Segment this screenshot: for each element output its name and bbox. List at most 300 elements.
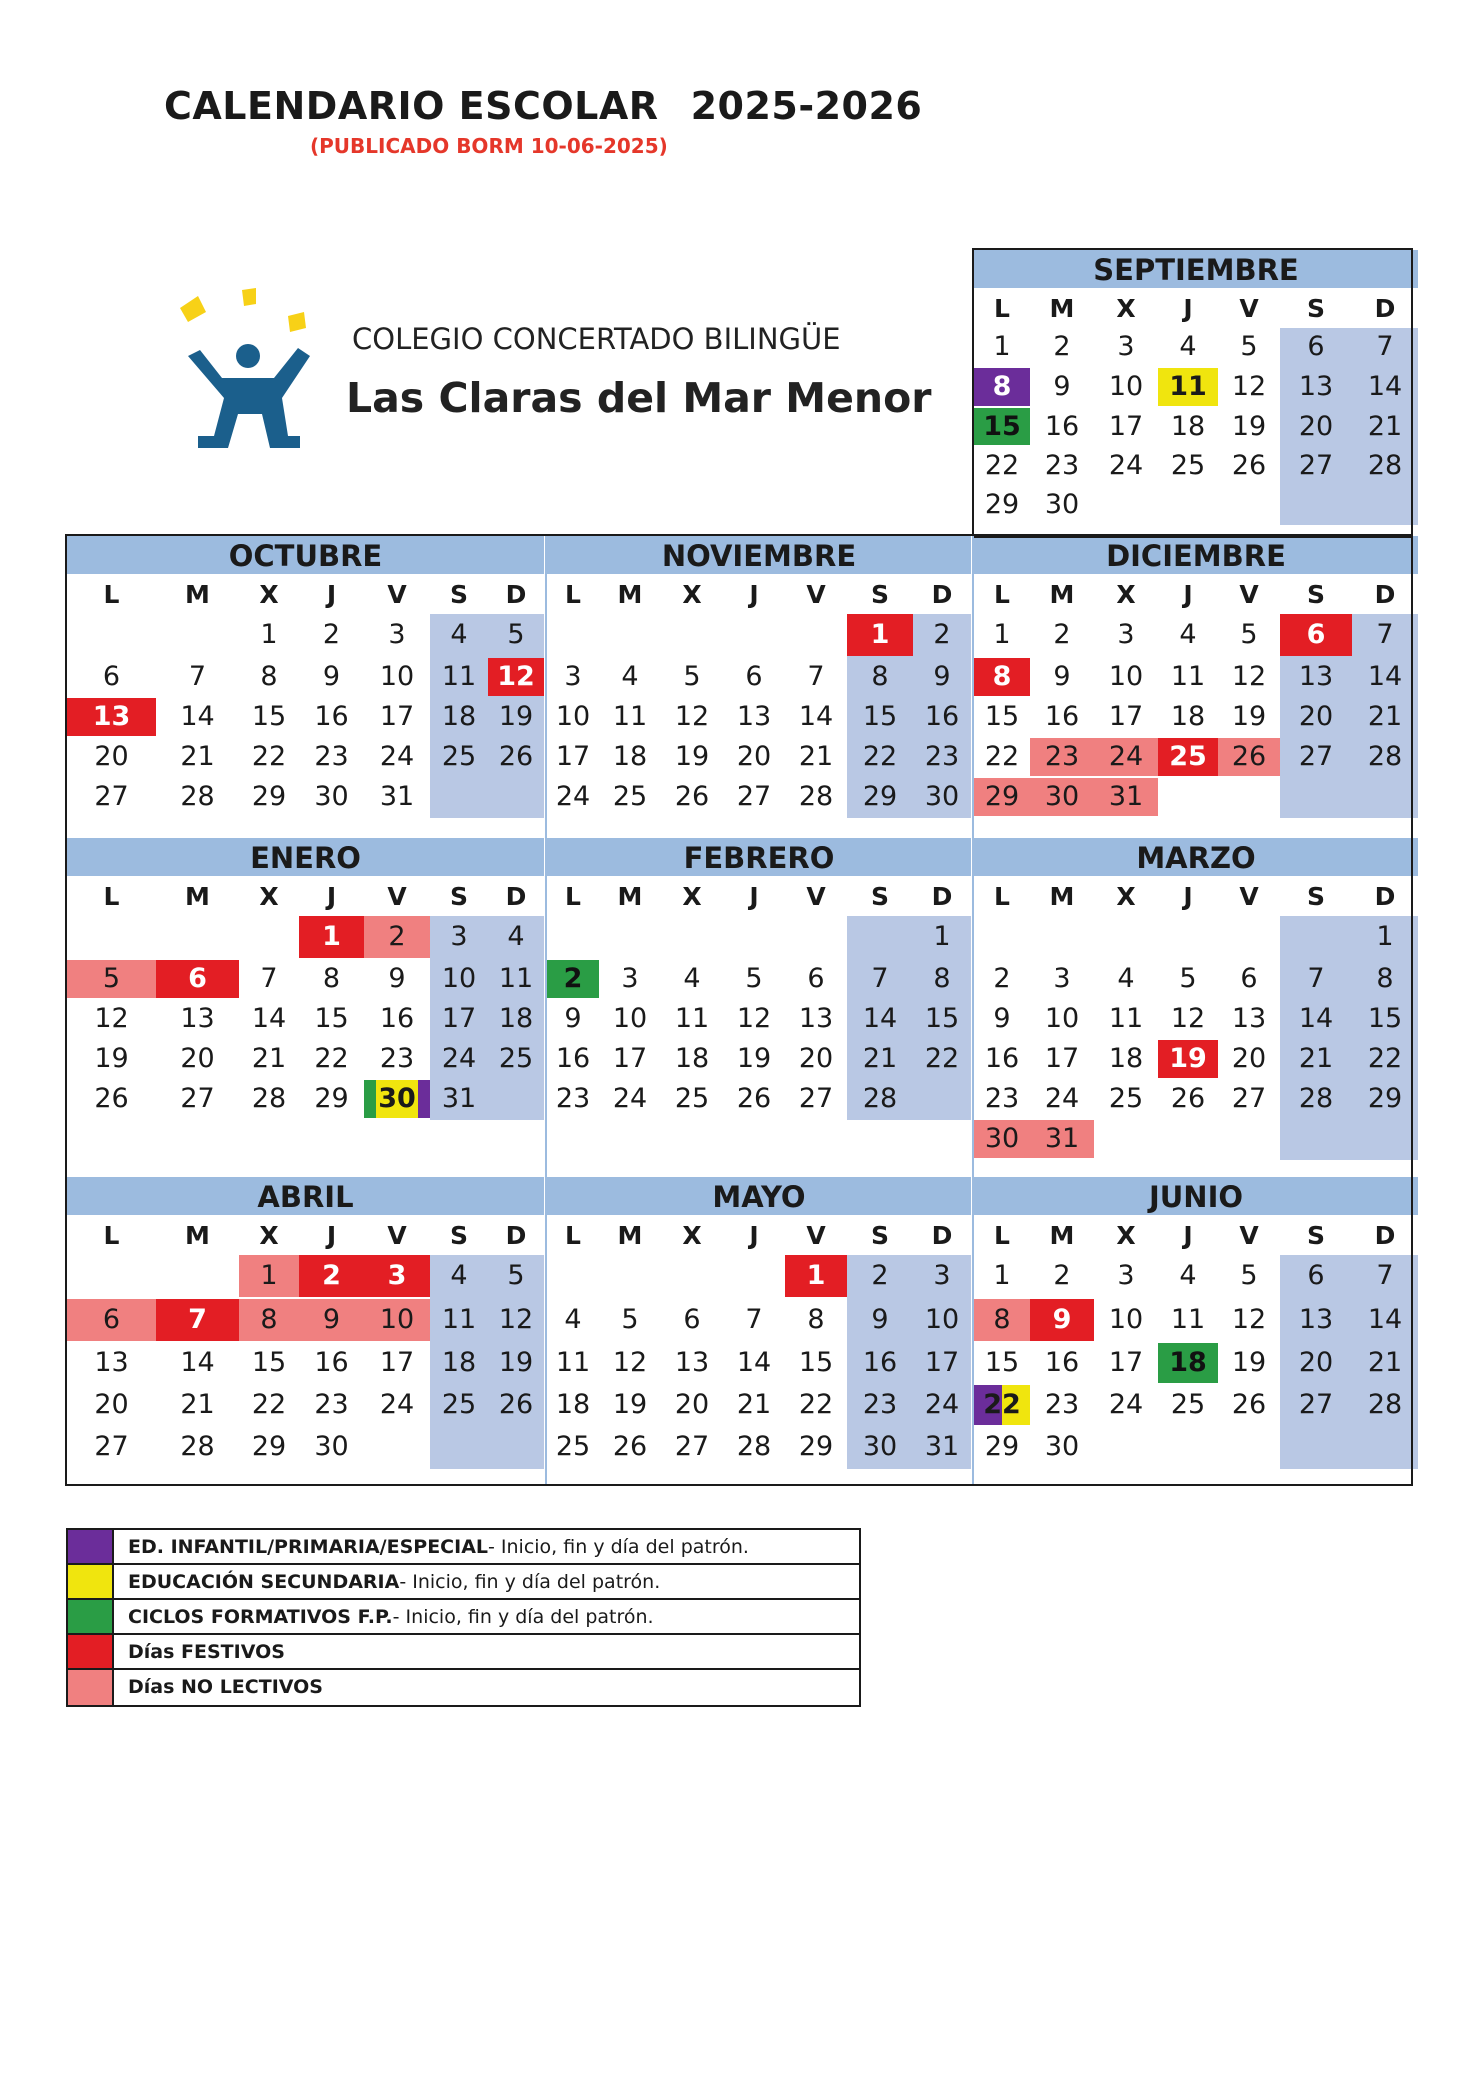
day-cell: 1	[993, 331, 1011, 362]
day-cell: 27	[1231, 1083, 1267, 1114]
day-cell: 20	[798, 1043, 834, 1074]
day-cell: 27	[674, 1431, 710, 1462]
day-cell: 1	[785, 1255, 847, 1297]
day-cell: 6	[1280, 328, 1352, 366]
day-cell: 19	[488, 1343, 544, 1383]
day-cell: 30	[364, 1080, 430, 1118]
day-cell: 31	[1094, 778, 1158, 816]
weekend-shade	[1352, 1120, 1418, 1160]
day-cell: 26	[94, 1083, 129, 1114]
day-cell: 12	[674, 701, 710, 732]
month-name: MAYO	[547, 1177, 971, 1215]
day-cell: 2	[364, 916, 430, 958]
day-cell: 14	[736, 1347, 772, 1378]
day-cell: 23	[555, 1083, 591, 1114]
weekday-label: X	[682, 1221, 702, 1250]
day-cell: 24	[612, 1083, 648, 1114]
weekday-label: J	[1183, 882, 1193, 911]
month-marzo	[974, 838, 1418, 1160]
day-cell: 7	[188, 661, 207, 692]
day-cell: 25	[1170, 1389, 1206, 1420]
day-cell: 19	[674, 741, 710, 772]
day-cell: 25	[430, 738, 488, 776]
day-cell: 31	[913, 1427, 971, 1467]
day-cell: 18	[555, 1389, 591, 1420]
day-cell: 24	[913, 1385, 971, 1425]
day-cell: 6	[683, 1304, 701, 1335]
day-cell: 22	[251, 1389, 287, 1420]
day-cell: 12	[94, 1003, 129, 1034]
weekday-label: M	[1049, 1221, 1075, 1250]
day-cell: 24	[1108, 1389, 1144, 1420]
day-cell: 5	[745, 963, 763, 994]
day-cell: 24	[379, 741, 415, 772]
weekday-label: S	[1306, 580, 1325, 609]
day-cell: 15	[314, 1003, 349, 1034]
day-cell: 4	[430, 1255, 488, 1297]
day-cell: 26	[1170, 1083, 1206, 1114]
day-cell: 20	[1231, 1043, 1267, 1074]
school-type: COLEGIO CONCERTADO BILINGÜE	[352, 322, 841, 356]
weekday-label: L	[103, 1221, 120, 1250]
day-cell: 18	[1170, 411, 1206, 442]
weekend-shade	[1280, 1120, 1352, 1160]
day-cell: 4	[488, 916, 544, 958]
weekday-label: X	[259, 580, 279, 609]
weekday-label: M	[1049, 580, 1075, 609]
month-abril	[67, 1177, 544, 1469]
day-cell: 22	[974, 1385, 1030, 1425]
day-cell: 2	[847, 1255, 913, 1297]
day-cell: 7	[1352, 1255, 1418, 1297]
day-cell: 28	[1352, 738, 1418, 776]
day-cell: 8	[974, 1299, 1030, 1341]
day-cell: 9	[847, 1299, 913, 1341]
day-cell: 15	[974, 408, 1030, 445]
day-cell: 1	[1352, 916, 1418, 958]
weekday-label: L	[994, 580, 1010, 609]
day-cell: 1	[260, 619, 278, 650]
day-cell: 17	[555, 741, 591, 772]
weekend-shade	[1280, 916, 1352, 960]
day-cell: 18	[1158, 1343, 1218, 1383]
day-cell: 27	[94, 1431, 129, 1462]
day-cell: 10	[1108, 1304, 1144, 1335]
legend-label: Días NO LECTIVOS	[128, 1676, 323, 1698]
day-cell: 8	[322, 963, 341, 994]
day-cell: 24	[555, 781, 591, 812]
day-cell: 15	[847, 698, 913, 736]
weekday-label: X	[682, 882, 702, 911]
legend-label: CICLOS FORMATIVOS F.P.	[128, 1606, 393, 1628]
month-mayo	[547, 1177, 971, 1469]
weekend-shade	[488, 778, 544, 818]
day-cell: 4	[621, 661, 639, 692]
day-cell: 30	[1030, 778, 1094, 816]
day-cell: 11	[488, 960, 544, 998]
day-cell: 8	[239, 1299, 299, 1341]
day-cell: 9	[564, 1003, 582, 1034]
day-cell: 25	[555, 1431, 591, 1462]
day-cell: 13	[674, 1347, 710, 1378]
day-cell: 12	[1231, 1304, 1267, 1335]
day-cell: 4	[1117, 963, 1135, 994]
day-cell: 8	[974, 658, 1030, 696]
day-cell: 25	[488, 1040, 544, 1078]
day-cell: 16	[379, 1003, 415, 1034]
day-cell: 26	[1218, 738, 1280, 776]
weekday-label: J	[1183, 294, 1193, 323]
weekday-label: D	[1374, 1221, 1396, 1250]
weekday-label: S	[449, 1221, 468, 1250]
day-cell: 25	[1170, 450, 1206, 481]
day-cell: 28	[798, 781, 834, 812]
day-cell: 24	[1108, 450, 1144, 481]
legend-text	[128, 1536, 749, 1558]
day-cell: 2	[1053, 619, 1071, 650]
day-cell: 20	[1280, 1343, 1352, 1383]
day-cell: 18	[488, 1000, 544, 1038]
weekday-label: V	[1239, 882, 1259, 911]
weekday-label: S	[1306, 294, 1325, 323]
day-cell: 23	[1044, 450, 1080, 481]
day-cell: 26	[1231, 1389, 1267, 1420]
title-text: CALENDARIO ESCOLAR	[164, 84, 659, 128]
day-cell: 30	[1044, 1431, 1080, 1462]
day-cell: 30	[314, 781, 349, 812]
day-cell: 5	[1240, 619, 1258, 650]
day-cell: 7	[260, 963, 278, 994]
day-cell: 9	[1053, 661, 1071, 692]
weekday-label: J	[1183, 1221, 1193, 1250]
day-cell: 18	[1170, 701, 1206, 732]
day-cell: 25	[1108, 1083, 1144, 1114]
day-cell: 2	[1053, 1260, 1071, 1291]
day-cell: 1	[239, 1255, 299, 1297]
weekday-label: X	[1116, 1221, 1136, 1250]
column-separator	[972, 536, 974, 1484]
weekday-label: V	[387, 580, 407, 609]
weekend-shade	[1352, 1427, 1418, 1469]
day-cell: 6	[1280, 1255, 1352, 1297]
day-cell: 15	[251, 1347, 287, 1378]
day-cell: 29	[847, 778, 913, 816]
day-cell: 23	[1044, 1389, 1080, 1420]
day-cell: 21	[1352, 1343, 1418, 1383]
day-cell: 20	[1280, 698, 1352, 736]
day-cell: 7	[1352, 328, 1418, 366]
day-cell: 11	[612, 701, 648, 732]
day-cell: 16	[314, 1347, 349, 1378]
day-cell: 3	[1117, 331, 1135, 362]
day-cell: 20	[674, 1389, 710, 1420]
page-subtitle: (PUBLICADO BORM 10-06-2025)	[310, 134, 668, 158]
day-cell: 28	[1352, 1385, 1418, 1425]
day-cell: 17	[430, 1000, 488, 1038]
day-cell: 28	[251, 1083, 287, 1114]
day-cell: 15	[1352, 1000, 1418, 1038]
day-cell: 14	[798, 701, 834, 732]
day-cell: 23	[314, 741, 349, 772]
weekday-label: D	[931, 580, 953, 609]
day-cell: 10	[612, 1003, 648, 1034]
day-cell: 21	[1352, 698, 1418, 736]
weekday-label: X	[682, 580, 702, 609]
day-cell: 5	[67, 960, 156, 998]
day-cell: 3	[621, 963, 639, 994]
legend-label: Días FESTIVOS	[128, 1641, 285, 1663]
day-cell: 29	[1352, 1080, 1418, 1118]
day-cell: 28	[1280, 1080, 1352, 1118]
day-cell: 4	[430, 614, 488, 656]
day-cell: 21	[847, 1040, 913, 1078]
weekday-label: V	[1239, 294, 1259, 323]
day-cell: 8	[1352, 960, 1418, 998]
day-cell: 20	[94, 1389, 129, 1420]
weekday-label: V	[806, 580, 826, 609]
weekday-label: L	[103, 882, 120, 911]
weekend-shade	[430, 778, 488, 818]
day-cell: 31	[430, 1080, 488, 1118]
day-cell: 20	[736, 741, 772, 772]
day-cell: 9	[1030, 1299, 1094, 1341]
day-cell: 16	[555, 1043, 591, 1074]
day-cell: 16	[1044, 701, 1080, 732]
day-cell: 4	[1179, 331, 1197, 362]
day-cell: 17	[1108, 411, 1144, 442]
day-cell: 30	[847, 1427, 913, 1467]
day-cell: 22	[314, 1043, 349, 1074]
day-cell: 19	[1158, 1040, 1218, 1078]
day-cell: 6	[102, 661, 121, 692]
day-cell: 19	[94, 1043, 129, 1074]
title-year: 2025-2026	[690, 84, 923, 128]
day-cell: 13	[94, 1347, 129, 1378]
day-cell: 31	[1030, 1120, 1094, 1158]
day-cell: 22	[984, 741, 1020, 772]
day-cell: 10	[364, 1299, 430, 1341]
weekday-label: M	[1049, 294, 1075, 323]
day-cell: 13	[180, 1003, 215, 1034]
weekday-label: S	[870, 882, 889, 911]
day-cell: 30	[913, 778, 971, 816]
day-cell: 2	[547, 960, 599, 998]
day-cell: 17	[913, 1343, 971, 1383]
month-name: DICIEMBRE	[974, 536, 1418, 574]
day-cell: 21	[736, 1389, 772, 1420]
day-cell: 17	[1108, 1347, 1144, 1378]
month-name: ENERO	[67, 838, 544, 876]
weekend-shade	[847, 916, 913, 960]
day-cell: 10	[1108, 661, 1144, 692]
day-cell: 10	[1044, 1003, 1080, 1034]
month-name: OCTUBRE	[67, 536, 544, 574]
day-cell: 10	[430, 960, 488, 998]
day-cell: 6	[1240, 963, 1258, 994]
legend-description: - Inicio, fin y día del patrón.	[399, 1571, 661, 1593]
day-cell: 9	[913, 658, 971, 696]
day-cell: 13	[736, 701, 772, 732]
day-cell: 2	[993, 963, 1011, 994]
weekday-label: V	[1239, 1221, 1259, 1250]
day-cell: 22	[913, 1040, 971, 1078]
day-cell: 18	[612, 741, 648, 772]
day-cell: 11	[430, 658, 488, 696]
weekend-shade	[1352, 486, 1418, 525]
day-cell: 12	[1170, 1003, 1206, 1034]
day-cell: 14	[180, 1347, 215, 1378]
legend-description: - Inicio, fin y día del patrón.	[392, 1606, 654, 1628]
day-cell: 4	[683, 963, 701, 994]
day-cell: 3	[388, 619, 406, 650]
day-cell: 10	[555, 701, 591, 732]
weekday-label: D	[1374, 580, 1396, 609]
legend-text	[128, 1676, 323, 1698]
day-cell: 8	[807, 1304, 825, 1335]
day-cell: 23	[984, 1083, 1020, 1114]
day-cell: 7	[1280, 960, 1352, 998]
day-cell: 3	[564, 661, 582, 692]
day-cell: 21	[798, 741, 834, 772]
day-cell: 9	[322, 661, 341, 692]
day-cell: 17	[379, 701, 415, 732]
weekday-label: X	[1116, 580, 1136, 609]
weekday-label: L	[103, 580, 120, 609]
month-diciembre	[974, 536, 1418, 818]
day-cell: 14	[1352, 368, 1418, 406]
day-cell: 23	[847, 1385, 913, 1425]
weekday-label: L	[994, 1221, 1010, 1250]
day-cell: 19	[612, 1389, 648, 1420]
day-cell: 13	[1280, 368, 1352, 406]
day-cell: 14	[1280, 1000, 1352, 1038]
month-name: ABRIL	[67, 1177, 544, 1215]
day-cell: 25	[430, 1385, 488, 1425]
day-cell: 26	[1231, 450, 1267, 481]
weekday-label: J	[326, 1221, 337, 1250]
day-cell: 22	[1352, 1040, 1418, 1078]
day-cell: 27	[1280, 1385, 1352, 1425]
day-cell: 13	[1280, 658, 1352, 696]
weekday-label: J	[749, 882, 759, 911]
day-cell: 17	[612, 1043, 648, 1074]
legend-label: ED. INFANTIL/PRIMARIA/ESPECIAL	[128, 1536, 489, 1558]
day-cell: 22	[984, 450, 1020, 481]
day-cell: 17	[379, 1347, 415, 1378]
weekend-shade	[1280, 486, 1352, 525]
legend-text	[128, 1641, 285, 1663]
day-cell: 7	[745, 1304, 763, 1335]
day-cell: 19	[1231, 411, 1267, 442]
day-cell: 9	[1053, 371, 1071, 402]
day-cell: 6	[807, 963, 825, 994]
day-cell: 16	[1044, 411, 1080, 442]
day-cell: 17	[1044, 1043, 1080, 1074]
juggler-logo-icon	[170, 286, 330, 466]
day-cell: 14	[251, 1003, 287, 1034]
day-cell: 9	[388, 963, 406, 994]
weekday-label: M	[617, 580, 643, 609]
day-cell: 18	[430, 698, 488, 736]
day-cell: 26	[488, 738, 544, 776]
weekday-label: V	[1239, 580, 1259, 609]
weekday-label: X	[259, 1221, 279, 1250]
day-cell: 4	[564, 1304, 582, 1335]
day-cell: 29	[251, 781, 287, 812]
weekday-label: D	[931, 1221, 953, 1250]
legend-label: EDUCACIÓN SECUNDARIA	[128, 1571, 400, 1593]
day-cell: 19	[736, 1043, 772, 1074]
day-cell: 26	[612, 1431, 648, 1462]
day-cell: 16	[847, 1343, 913, 1383]
day-cell: 30	[974, 1120, 1030, 1158]
weekday-label: J	[1183, 580, 1193, 609]
day-cell: 10	[379, 661, 415, 692]
day-cell: 16	[314, 701, 349, 732]
day-cell: 9	[299, 1299, 364, 1341]
day-cell: 20	[1280, 408, 1352, 445]
day-cell: 22	[798, 1389, 834, 1420]
weekday-label: L	[565, 882, 581, 911]
legend-swatch	[68, 1530, 114, 1563]
school-logo	[170, 286, 330, 466]
day-cell: 11	[430, 1299, 488, 1341]
weekday-label: M	[617, 882, 643, 911]
day-cell: 5	[1240, 331, 1258, 362]
day-cell: 27	[736, 781, 772, 812]
day-cell: 11	[1170, 1304, 1206, 1335]
weekday-label: J	[749, 580, 759, 609]
day-cell: 12	[1231, 371, 1267, 402]
day-cell: 13	[1231, 1003, 1267, 1034]
day-cell: 27	[1280, 738, 1352, 776]
legend-swatch	[68, 1565, 114, 1598]
weekday-label: X	[1116, 294, 1136, 323]
day-cell: 21	[180, 1389, 215, 1420]
day-cell: 17	[1108, 701, 1144, 732]
day-cell: 4	[1179, 619, 1197, 650]
day-cell: 29	[798, 1431, 834, 1462]
day-cell: 1	[993, 1260, 1011, 1291]
day-cell: 14	[847, 1000, 913, 1038]
weekday-label: X	[259, 882, 279, 911]
weekday-label: D	[505, 1221, 527, 1250]
day-cell: 5	[488, 614, 544, 656]
day-cell: 10	[913, 1299, 971, 1341]
day-cell: 24	[1094, 738, 1158, 776]
day-cell: 6	[745, 661, 763, 692]
day-cell: 12	[736, 1003, 772, 1034]
day-cell: 15	[984, 1347, 1020, 1378]
day-cell: 11	[555, 1347, 591, 1378]
day-cell: 28	[847, 1080, 913, 1118]
weekend-shade	[488, 1080, 544, 1120]
legend-text	[128, 1606, 654, 1628]
legend-swatch	[68, 1635, 114, 1668]
month-junio	[974, 1177, 1418, 1469]
day-cell: 28	[180, 781, 215, 812]
weekday-label: J	[326, 882, 337, 911]
day-cell: 11	[1108, 1003, 1144, 1034]
weekday-label: D	[505, 580, 527, 609]
day-cell: 3	[1117, 1260, 1135, 1291]
day-cell: 29	[984, 489, 1020, 520]
weekday-label: M	[617, 1221, 643, 1250]
weekday-label: D	[1374, 294, 1396, 323]
legend-row	[68, 1600, 859, 1635]
legend-row	[68, 1565, 859, 1600]
day-cell: 18	[1108, 1043, 1144, 1074]
